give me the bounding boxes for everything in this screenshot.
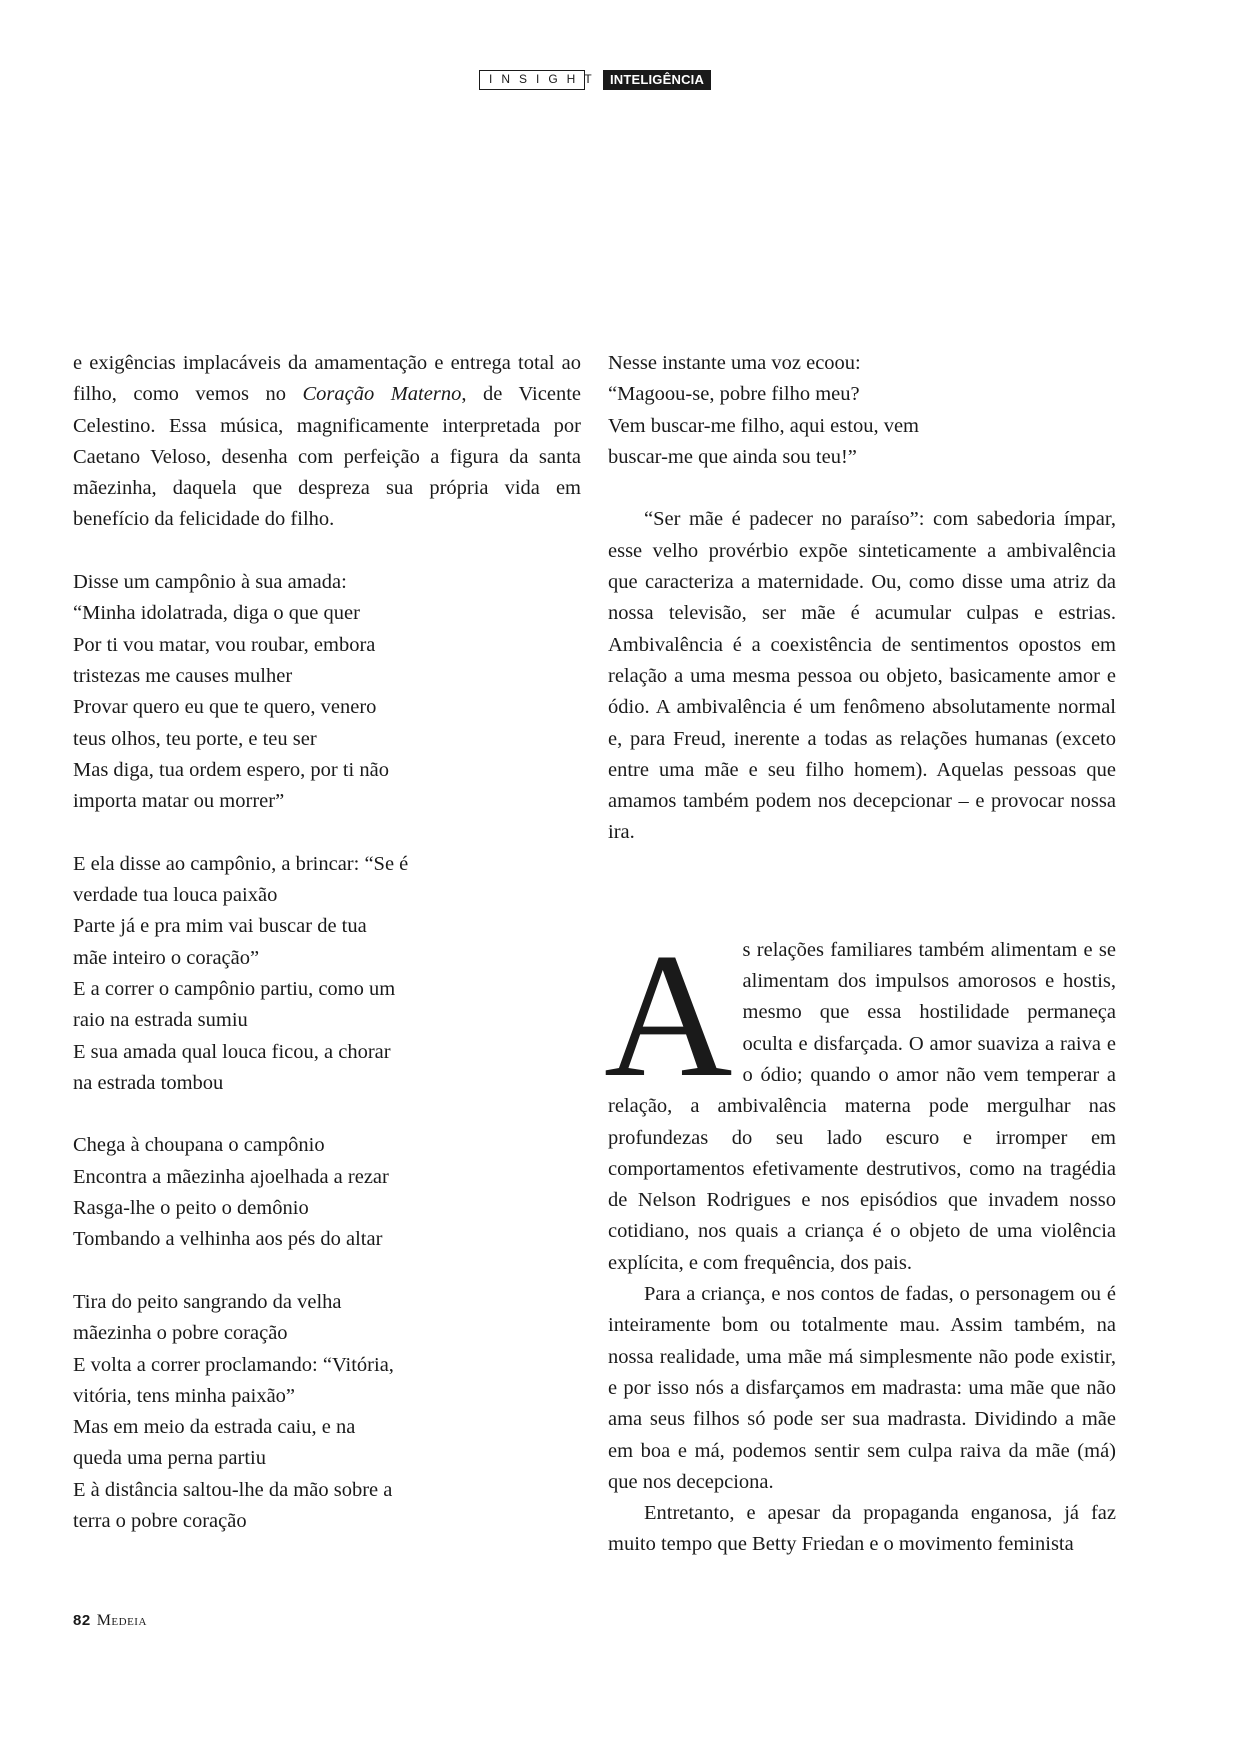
song-title: Coração Materno (302, 383, 462, 406)
verse-line: “Magoou-se, pobre filho meu? (608, 383, 860, 406)
verse-line: Mas em meio da estrada caiu, e na (73, 1416, 356, 1439)
stanza-3 (73, 1130, 581, 1255)
stanza-4 (73, 1287, 581, 1537)
header-insight-tag: INSIGHT (479, 70, 585, 90)
verse-line: raio na estrada sumiu (73, 1009, 248, 1032)
verse-line: Rasga-lhe o peito o demônio (73, 1197, 309, 1220)
verse-line: Chega à choupana o campônio (73, 1134, 325, 1157)
verse-line: Vem buscar-me filho, aqui estou, vem (608, 414, 919, 437)
verse-line: tristezas me causes mulher (73, 664, 293, 687)
verse-line: Parte já e pra mim vai buscar de tua (73, 915, 367, 938)
verse-line: “Minha idolatrada, diga o que quer (73, 602, 360, 625)
verse-line: E sua amada qual louca ficou, a chorar (73, 1040, 391, 1063)
page-footer (73, 1612, 147, 1630)
verse-line: terra o pobre coração (73, 1509, 247, 1532)
intro-text-2: , de Vicente Celestino. Essa música, magnificamente interpretada por Caetano Veloso, desenha com perfeição a figura da santa mãezinha, daquela que despreza sua própria vida em benefício da felicidade do filho. (73, 383, 581, 531)
drop-cap: A (604, 915, 733, 1114)
verse-line: na estrada tombou (73, 1071, 224, 1094)
intro-paragraph (73, 348, 581, 536)
right-column (604, 348, 1116, 1561)
verse-line: queda uma perna partiu (73, 1447, 266, 1470)
verse-line: Por ti vou matar, vou roubar, embora (73, 633, 376, 656)
verse-line: importa matar ou morrer” (73, 790, 285, 813)
body-paragraph: Entretanto, e apesar da propaganda enganosa, já faz muito tempo que Betty Friedan e o movimento feminista (608, 1502, 1116, 1556)
verse-line: E a correr o campônio partiu, como um (73, 977, 396, 1000)
stanza-1 (73, 567, 581, 817)
stanza-5 (608, 348, 1116, 473)
verse-line: vitória, tens minha paixão” (73, 1384, 296, 1407)
verse-line: verdade tua louca paixão (73, 884, 278, 907)
verse-line: Disse um campônio à sua amada: (73, 571, 347, 594)
verse-line: E volta a correr proclamando: “Vitória, (73, 1353, 394, 1376)
dropcap-paragraph-text: s relações familiares também alimentam e se alimentam dos impulsos amorosos e hostis, mesmo que essa hostilidade permaneça oculta e disfarçada. O amor suaviza a raiva e o ódio; quando o amor não vem temperar a relação, a ambivalência materna pode mergulhar nas profundezas do seu lado escuro e irromper em comportamentos efetivamente destrutivos, como na tragédia de Nelson Rodrigues e nos episódios que invadem nosso cotidiano, nos quais a criança é o objeto de uma violência explícita, e com frequência, dos pais. (608, 938, 1116, 1274)
stanza-2 (73, 849, 581, 1099)
verse-line: mãe inteiro o coração” (73, 946, 260, 969)
left-column (73, 348, 581, 1537)
page-number: 82 (73, 1612, 91, 1629)
dropcap-paragraph (604, 915, 1116, 1279)
verse-line: Tombando a velhinha aos pés do altar (73, 1228, 383, 1251)
verse-line: teus olhos, teu porte, e teu ser (73, 727, 317, 750)
verse-line: buscar-me que ainda sou teu!” (608, 445, 857, 468)
verse-line: Mas diga, tua ordem espero, por ti não (73, 758, 389, 781)
verse-line: Tira do peito sangrando da velha (73, 1290, 342, 1313)
verse-line: mãezinha o pobre coração (73, 1322, 288, 1345)
header-section-label: INTELIGÊNCIA (603, 70, 711, 90)
verse-line: Encontra a mãezinha ajoelhada a rezar (73, 1165, 389, 1188)
body-paragraph: Para a criança, e nos contos de fadas, o personagem ou é inteiramente bom ou totalmente mau. Assim também, na nossa realidade, uma mãe má simplesmente não pode existir, e por isso nós a disfarçamos em madrasta: uma mãe que não ama seus filhos só pode ser sua madrasta. Dividindo a mãe em boa e má, podemos sentir sem culpa raiva da mãe (má) que nos decepciona. (608, 1283, 1116, 1493)
magazine-name: Medeia (96, 1612, 147, 1629)
body-paragraph: “Ser mãe é padecer no paraíso”: com sabedoria ímpar, esse velho provérbio expõe sinteticamente a ambivalência que caracteriza a maternidade. Ou, como disse uma atriz da nossa televisão, ser mãe é acumular culpas e estrias. Ambivalência é a coexistência de sentimentos opostos em relação a uma mesma pessoa ou objeto, basicamente amor e ódio. A ambivalência é um fenômeno absolutamente normal e, para Freud, inerente a todas as relações humanas (exceto entre uma mãe e seu filho homem). Aquelas pessoas que amamos também podem nos decepcionar – e provocar nossa ira. (608, 508, 1116, 844)
intro-text-1: e exigências implacáveis da amamentação e entrega total ao filho, como vemos no (73, 352, 581, 406)
verse-line: Nesse instante uma voz ecoou: (608, 352, 861, 374)
verse-line: E ela disse ao campônio, a brincar: “Se é (73, 852, 409, 875)
verse-line: E à distância saltou-lhe da mão sobre a (73, 1478, 393, 1501)
verse-line: Provar quero eu que te quero, venero (73, 696, 377, 719)
